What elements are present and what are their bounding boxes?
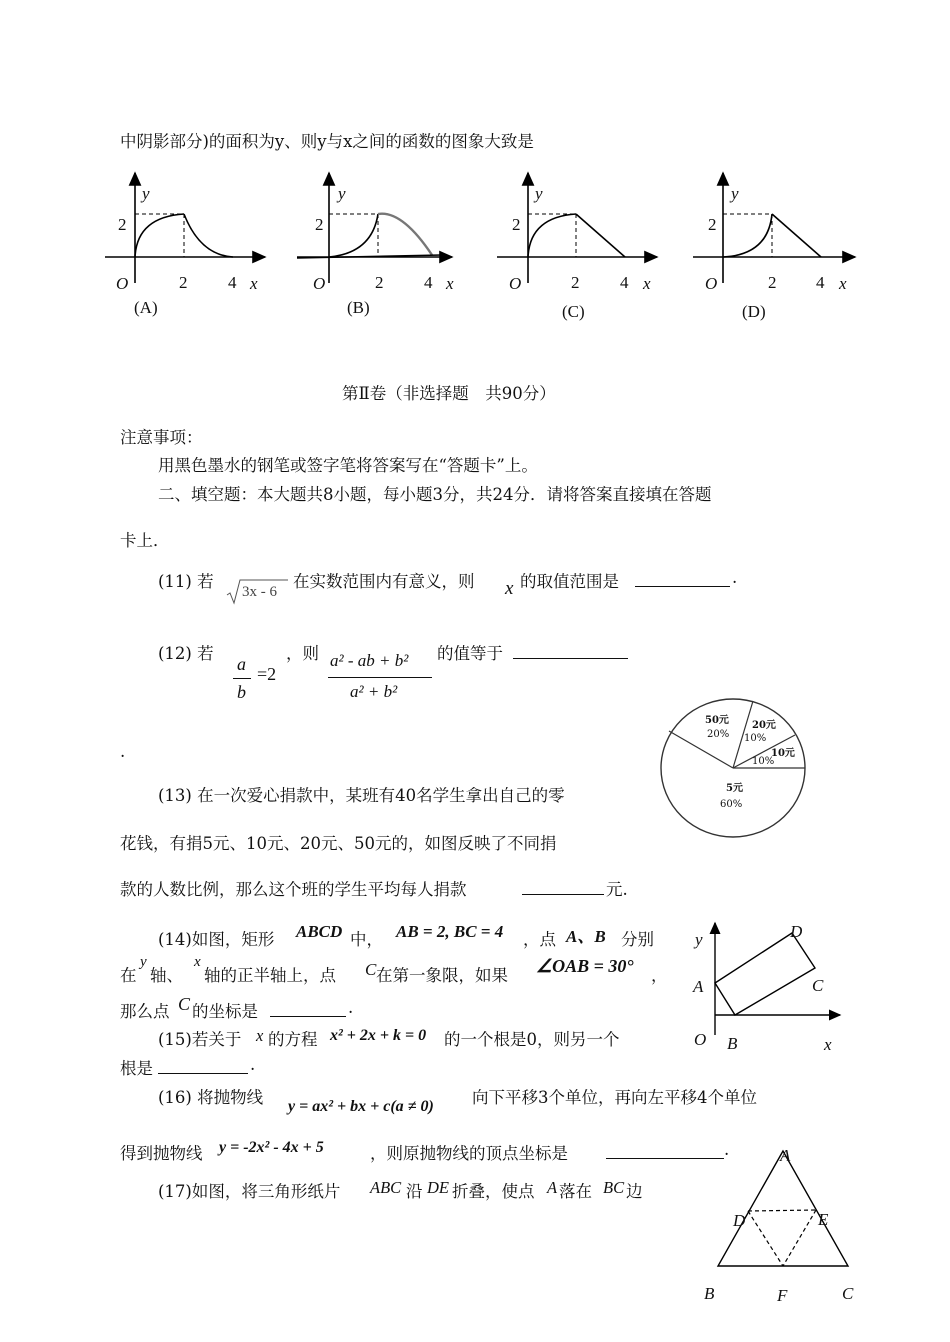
q16-eq1: y = ax² + bx + c(a ≠ 0) bbox=[288, 1098, 434, 1115]
q11-text1: 在实数范围内有意义，则 bbox=[293, 572, 475, 591]
q14-y: y bbox=[140, 954, 147, 970]
q14-line2e: ， bbox=[651, 966, 668, 985]
fig17-c: C bbox=[842, 1284, 854, 1303]
q13-line1: (13) 在一次爱心捐款中，某班有40名学生拿出自己的零 bbox=[158, 786, 565, 805]
pie-label-5: 5元 bbox=[726, 783, 743, 794]
graph-d-tick-y: 2 bbox=[708, 215, 717, 234]
graph-a-tick-y: 2 bbox=[118, 215, 127, 234]
fig14-diagram bbox=[690, 915, 860, 1055]
q10-tail-text: 中阴影部分)的面积为y、则y与x之间的函数的图象大致是 bbox=[120, 132, 534, 151]
q11-end: . bbox=[732, 568, 738, 587]
fig17-a: A bbox=[780, 1146, 791, 1165]
q11-radicand: 3x - 6 bbox=[242, 584, 277, 600]
q15-x: x bbox=[256, 1026, 264, 1045]
q14-line2c: 轴的正半轴上，点 bbox=[204, 966, 336, 985]
graph-d-tick-x1: 2 bbox=[768, 273, 777, 292]
graph-d bbox=[693, 173, 855, 283]
graph-d-origin: O bbox=[705, 274, 718, 293]
q16-eq2: y = -2x² - 4x + 5 bbox=[219, 1139, 324, 1156]
graph-d-y-label: y bbox=[731, 184, 739, 203]
graph-d-caption: (D) bbox=[742, 302, 766, 321]
fig14-d: D bbox=[790, 922, 803, 941]
fig14-o: O bbox=[694, 1030, 707, 1049]
pie-chart bbox=[655, 695, 813, 843]
graph-c-x-label: x bbox=[643, 274, 651, 293]
q14-line2b: 轴、 bbox=[150, 966, 183, 985]
graph-b-origin: O bbox=[313, 274, 326, 293]
q14-line1a: (14)如图，矩形 bbox=[158, 930, 275, 949]
pie-label-10: 10元 bbox=[771, 748, 795, 759]
q16-line1a: (16) 将抛物线 bbox=[158, 1088, 264, 1107]
fig14-c: C bbox=[812, 976, 824, 995]
q17-line1b: 沿 bbox=[406, 1182, 423, 1201]
q17-bc: BC bbox=[603, 1178, 625, 1197]
graph-a-tick-x1: 2 bbox=[179, 273, 188, 292]
graph-a-tick-x2: 4 bbox=[228, 273, 237, 292]
q12-expr-bar bbox=[328, 677, 432, 678]
fig14-y: y bbox=[695, 930, 703, 949]
q14-answer-blank[interactable] bbox=[270, 1000, 346, 1017]
fig17-e: E bbox=[818, 1210, 829, 1229]
graph-c bbox=[497, 173, 657, 283]
graph-a-origin: O bbox=[116, 274, 129, 293]
graph-c-tick-x2: 4 bbox=[620, 273, 629, 292]
q12-trail: . bbox=[120, 742, 126, 761]
graph-b-y-label: y bbox=[338, 184, 346, 203]
q14-x: x bbox=[194, 954, 201, 970]
notice-label: 注意事项： bbox=[120, 428, 203, 447]
q15-line2b: . bbox=[250, 1055, 256, 1074]
q12-comma: ，则 bbox=[286, 644, 319, 663]
q17-a: A bbox=[547, 1178, 558, 1197]
q14-line1d: 分别 bbox=[621, 930, 654, 949]
q17-line1d: 落在 bbox=[559, 1182, 592, 1201]
q15-line1c: 的一个根是0，则另一个 bbox=[444, 1030, 620, 1049]
q13-line3b: 元. bbox=[606, 880, 628, 899]
q11-num: (11) 若 bbox=[158, 572, 214, 591]
fig17-f: F bbox=[777, 1286, 788, 1305]
q14-line1b: 中， bbox=[350, 930, 383, 949]
q14-c2: C bbox=[178, 994, 191, 1014]
pie-pct-50: 20% bbox=[707, 729, 730, 740]
fig17-b: B bbox=[704, 1284, 715, 1303]
graph-a-x-label: x bbox=[250, 274, 258, 293]
fig14-a: A bbox=[693, 977, 704, 996]
part2-intro-line1: 二、填空题：本大题共8小题，每小题3分，共24分．请将答案直接填在答题 bbox=[158, 485, 712, 504]
fig17-d: D bbox=[733, 1211, 746, 1230]
graph-b-tick-x2: 4 bbox=[424, 273, 433, 292]
q14-line3c: . bbox=[348, 998, 354, 1017]
q17-de: DE bbox=[427, 1178, 449, 1197]
graph-a-caption: (A) bbox=[134, 298, 158, 317]
pie-pct-20: 10% bbox=[744, 733, 767, 744]
q16-line2b: ，则原抛物线的顶点坐标是 bbox=[370, 1144, 568, 1163]
q12-eq: =2 bbox=[257, 664, 277, 684]
q12-answer-blank[interactable] bbox=[513, 642, 628, 659]
graph-a bbox=[105, 173, 265, 283]
q12-frac-num: a bbox=[237, 654, 246, 674]
q14-c: C bbox=[365, 960, 377, 979]
q16-line2c: . bbox=[724, 1140, 730, 1159]
q12-text: 的值等于 bbox=[437, 644, 503, 663]
q15-line2a: 根是 bbox=[120, 1059, 153, 1078]
notice-text: 用黑色墨水的钢笔或签字笔将答案写在“答题卡”上。 bbox=[158, 456, 538, 475]
section-title: 第Ⅱ卷（非选择题 共90分） bbox=[342, 384, 556, 403]
q15-line1b: 的方程 bbox=[268, 1030, 318, 1049]
q13-line3a: 款的人数比例，那么这个班的学生平均每人捐款 bbox=[120, 880, 467, 899]
graph-b-tick-y: 2 bbox=[315, 215, 324, 234]
q17-line1e: 边 bbox=[626, 1182, 643, 1201]
part2-intro-line2: 卡上． bbox=[120, 531, 170, 550]
q14-rect: ABCD bbox=[296, 922, 343, 941]
graph-c-origin: O bbox=[509, 274, 522, 293]
graph-d-x-label: x bbox=[839, 274, 847, 293]
graph-d-tick-x2: 4 bbox=[816, 273, 825, 292]
q17-line1c: 折叠，使点 bbox=[452, 1182, 535, 1201]
graph-b-x-label: x bbox=[446, 274, 454, 293]
graph-b-caption: (B) bbox=[347, 298, 370, 317]
q13-line2: 花钱，有捐5元、10元、20元、50元的，如图反映了不同捐 bbox=[120, 834, 557, 853]
fig14-x: x bbox=[824, 1035, 832, 1054]
q13-answer-blank[interactable] bbox=[522, 878, 604, 895]
pie-pct-5: 60% bbox=[720, 799, 743, 810]
graph-c-caption: (C) bbox=[562, 302, 585, 321]
q11-text2: 的取值范围是 bbox=[520, 572, 619, 591]
q15-answer-blank[interactable] bbox=[158, 1057, 248, 1074]
q12-expr-den: a² + b² bbox=[350, 682, 398, 701]
q16-line1b: 向下平移3个单位，再向左平移4个单位 bbox=[472, 1088, 757, 1107]
q14-line1c: ，点 bbox=[523, 930, 556, 949]
graph-c-y-label: y bbox=[535, 184, 543, 203]
q11-answer-blank[interactable] bbox=[635, 570, 730, 587]
graph-b-tick-x1: 2 bbox=[375, 273, 384, 292]
q14-line2d: 在第一象限，如果 bbox=[376, 966, 508, 985]
pie-label-50: 50元 bbox=[705, 715, 729, 726]
graph-c-tick-y: 2 bbox=[512, 215, 521, 234]
q15-eq: x² + 2x + k = 0 bbox=[330, 1027, 427, 1044]
q12-frac-bar bbox=[233, 678, 251, 679]
graph-c-tick-x1: 2 bbox=[571, 273, 580, 292]
q15-line1a: (15)若关于 bbox=[158, 1030, 242, 1049]
q14-line3a: 那么点 bbox=[120, 1002, 170, 1021]
pie-label-20: 20元 bbox=[752, 720, 776, 731]
q14-angle: ∠OAB = 30° bbox=[536, 956, 634, 976]
q17-line1a: (17)如图，将三角形纸片 bbox=[158, 1182, 341, 1201]
q12-expr-num: a² - ab + b² bbox=[330, 651, 409, 670]
pie-pct-10: 10% bbox=[752, 756, 775, 767]
q12-frac-den: b bbox=[237, 682, 246, 702]
q12-num: (12) 若 bbox=[158, 644, 214, 663]
q14-cond: AB = 2, BC = 4 bbox=[396, 922, 504, 941]
q17-abc: ABC bbox=[370, 1178, 402, 1197]
q14-pts: A、B bbox=[566, 927, 606, 946]
q16-line2a: 得到抛物线 bbox=[120, 1144, 203, 1163]
q11-var: x bbox=[505, 578, 514, 599]
graph-a-y-label: y bbox=[142, 184, 150, 203]
fig14-b: B bbox=[727, 1034, 738, 1053]
q14-line3b: 的坐标是 bbox=[192, 1002, 258, 1021]
q14-line2a: 在 bbox=[120, 966, 137, 985]
